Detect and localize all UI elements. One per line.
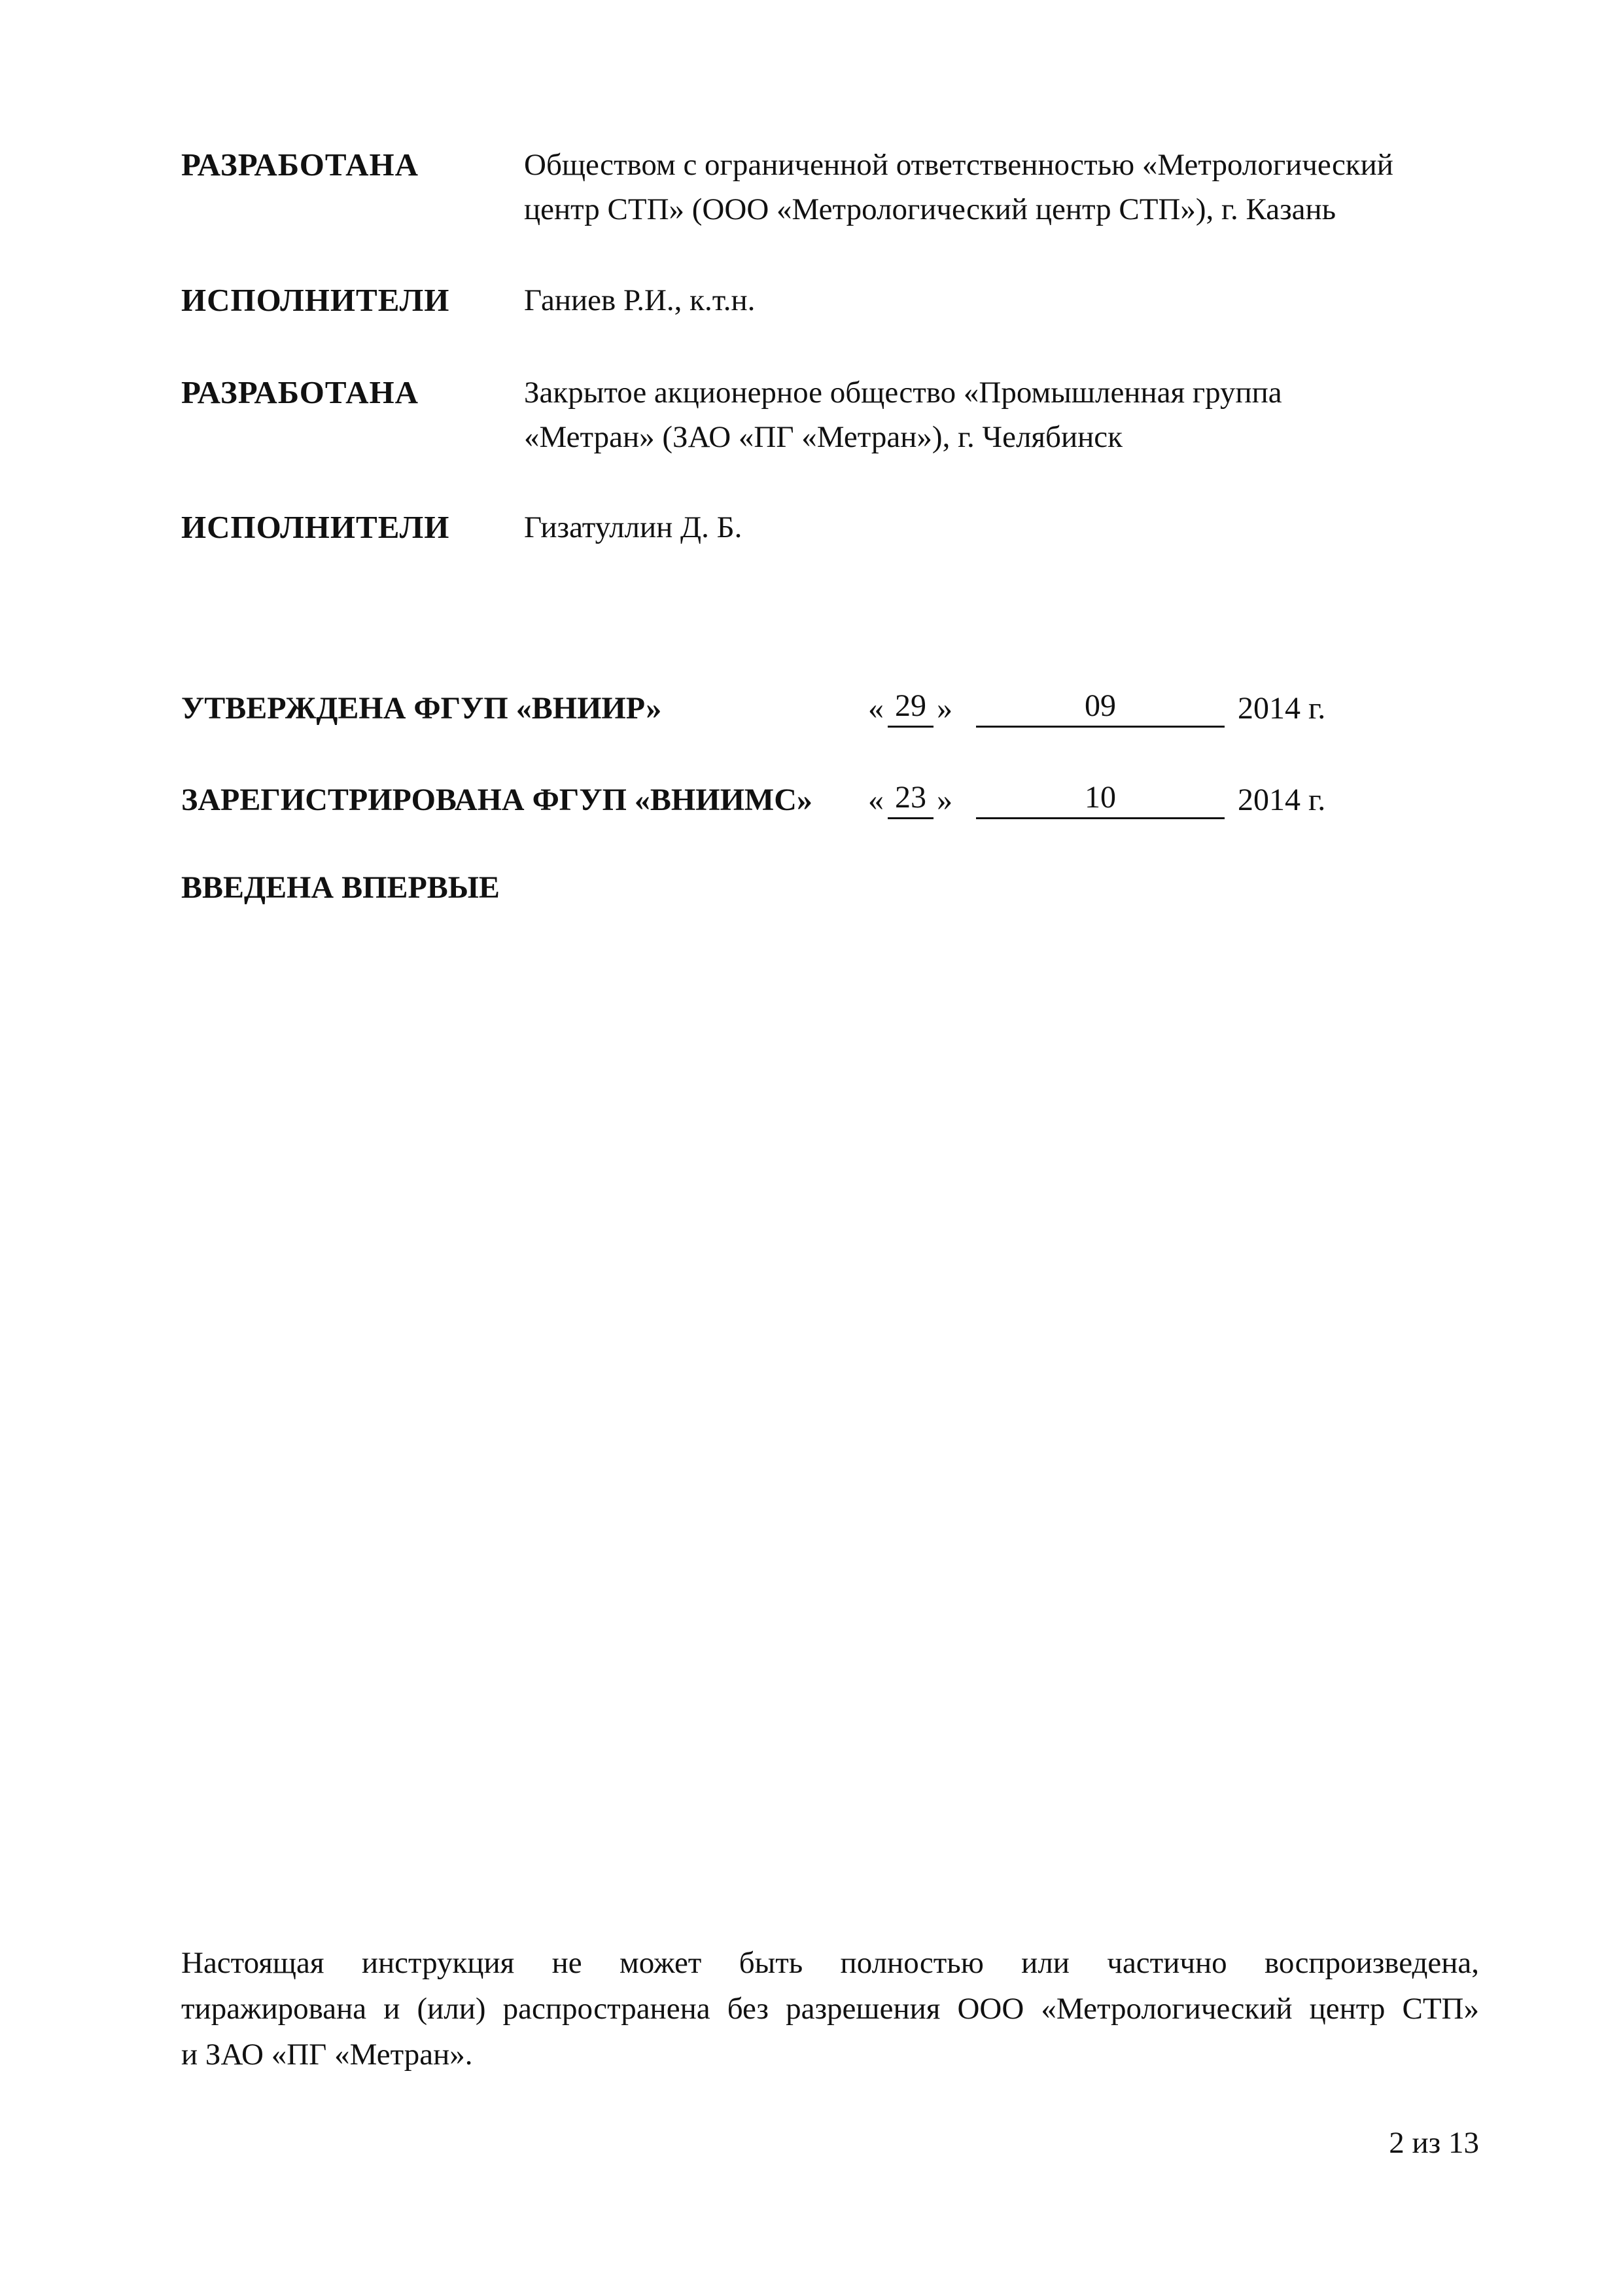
developed-by-value-2-line-2: «Метран» (ЗАО «ПГ «Метран»), г. Челябинск (524, 420, 1123, 454)
approval-row-vniir (181, 686, 1346, 732)
developed-by-label-1: РАЗРАБОТАНА (181, 147, 419, 183)
date-day: 29 (888, 686, 934, 728)
introduced-first-time: ВВЕДЕНА ВПЕРВЫЕ (181, 870, 500, 905)
executors-value-2-line-1: Гизатуллин Д. Б. (524, 510, 742, 544)
developed-by-label-2: РАЗРАБОТАНА (181, 374, 419, 410)
registration-date (868, 778, 1365, 824)
date-month: 10 (976, 778, 1225, 819)
date-quote-open: « (868, 691, 884, 726)
notice-line-2: тиражирована и (или) распространена без разрешения ООО «Метрологический центр СТП» (181, 1992, 1479, 2026)
executors-value-1 (524, 278, 1479, 323)
date-quote-close: » (937, 783, 952, 817)
page-number: 2 из 13 (1389, 2126, 1479, 2160)
date-day: 23 (888, 778, 934, 819)
approved-by-label: УТВЕРЖДЕНА ФГУП «ВНИИР» (181, 691, 662, 726)
executors-value-1-line-1: Ганиев Р.И., к.т.н. (524, 283, 756, 317)
date-quote-open: « (868, 783, 884, 817)
executors-value-2 (524, 505, 1479, 550)
date-year: 2014 г. (1238, 783, 1326, 817)
notice-line-1: Настоящая инструкция не может быть полностью или частично воспроизведена, (181, 1946, 1479, 1980)
executors-label-2: ИСПОЛНИТЕЛИ (181, 509, 450, 545)
developed-by-value-1 (524, 143, 1479, 232)
date-year: 2014 г. (1238, 691, 1326, 726)
developed-by-value-1-line-2: центр СТП» (ООО «Метрологический центр СТП»), г. Казань (524, 192, 1336, 226)
approval-row-vniims (181, 778, 1346, 824)
notice-line-3: и ЗАО «ПГ «Метран». (181, 2038, 473, 2072)
date-quote-close: » (937, 691, 952, 726)
executors-label-1: ИСПОЛНИТЕЛИ (181, 282, 450, 318)
copyright-notice (181, 1940, 1479, 2077)
developed-by-value-1-line-1: Обществом с ограниченной ответственностью «Метрологический (524, 148, 1393, 182)
registered-by-label: ЗАРЕГИСТРИРОВАНА ФГУП «ВНИИМС» (181, 783, 812, 817)
developed-by-value-2-line-1: Закрытое акционерное общество «Промышленная группа (524, 376, 1282, 410)
approval-date (868, 686, 1365, 732)
date-month: 09 (976, 686, 1225, 728)
developed-by-value-2 (524, 370, 1479, 459)
